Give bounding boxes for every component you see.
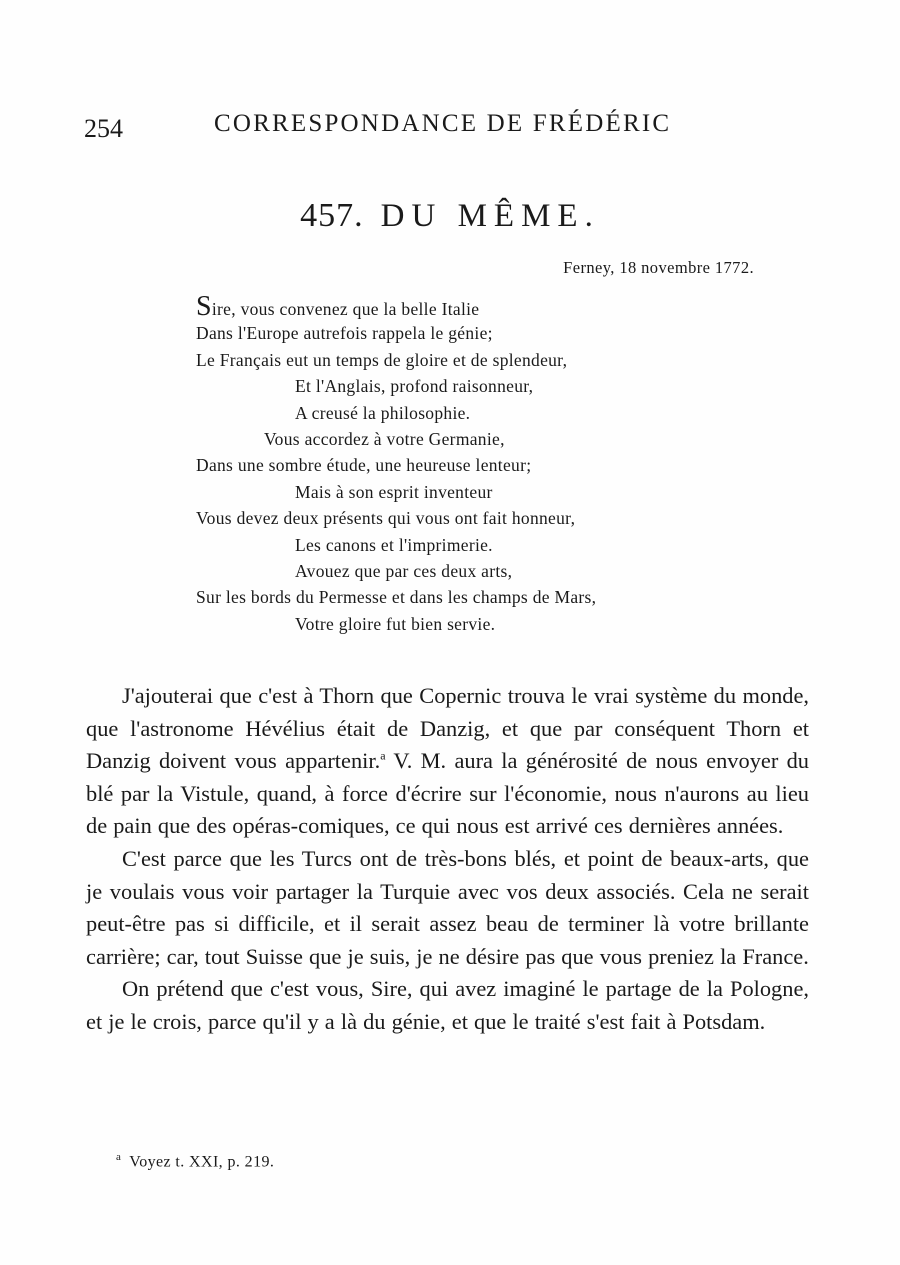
page-number: 254 (84, 114, 123, 143)
running-head (84, 110, 824, 150)
paragraph: On prétend que c'est vous, Sire, qui avez imaginé le partage de la Pologne, et je le crois, parce qu'il y a là du génie, et que le traité s'est fait à Potsdam. (86, 976, 809, 1034)
footnote-marker: a (380, 748, 386, 763)
poem-line: Vous devez deux présents qui vous ont fait honneur, (196, 508, 576, 529)
letter-title: DU MÊME. (380, 198, 600, 234)
poem-line: Dans une sombre étude, une heureuse lenteur; (196, 455, 532, 476)
paragraph: J'ajouterai que c'est à Thorn que Copernic trouva le vrai système du monde, que l'astronome Hévélius était de Danzig, et que par conséquent Thorn et Danzig doivent vous appartenir.$^a$ V. M. aura la générosité de nous envoyer du blé par la Vistule, quand, à force d'écrire sur l'économie, nous n'aurons au lieu de pain que des opéras-comiques, ce qui nous est arrivé ces dernières années. (86, 683, 809, 839)
poem-line: Sire, vous convenez que la belle Italie (196, 291, 480, 322)
footnote (116, 1151, 274, 1171)
running-title: CORRESPONDANCE DE FRÉDÉRIC (214, 110, 672, 137)
poem-line: Vous accordez à votre Germanie, (264, 428, 505, 449)
poem-line: Et l'Anglais, profond raisonneur, (295, 376, 534, 397)
poem-line: A creusé la philosophie. (295, 402, 471, 423)
poem-line: Votre gloire fut bien servie. (295, 613, 496, 634)
poem-line: Mais à son esprit inventeur (295, 481, 493, 502)
poem (196, 291, 716, 637)
poem-line: Dans l'Europe autrefois rappela le génie; (196, 323, 493, 344)
letter-body (86, 680, 809, 1039)
poem-line: Avouez que par ces deux arts, (295, 560, 513, 581)
poem-line: Sur les bords du Permesse et dans les champs de Mars, (196, 587, 597, 608)
letter-number: 457. (300, 197, 364, 234)
poem-line: Le Français eut un temps de gloire et de splendeur, (196, 349, 568, 370)
footnote-label: a (116, 1151, 122, 1163)
dateline: Ferney, 18 novembre 1772. (563, 258, 754, 277)
paragraph: C'est parce que les Turcs ont de très-bons blés, et point de beaux-arts, que je voulais vous voir partager la Turquie avec vos deux associés. Cela ne serait peut-être pas si difficile, et il serait assez beau de terminer là votre brillante carrière; car, tout Suisse que je suis, je ne désire pas que vous preniez la France. (86, 845, 809, 969)
poem-initial: S (196, 291, 212, 322)
footnote-text: Voyez t. XXI, p. 219. (129, 1153, 275, 1171)
letter-heading (0, 193, 900, 235)
poem-line: Les canons et l'imprimerie. (295, 534, 493, 555)
